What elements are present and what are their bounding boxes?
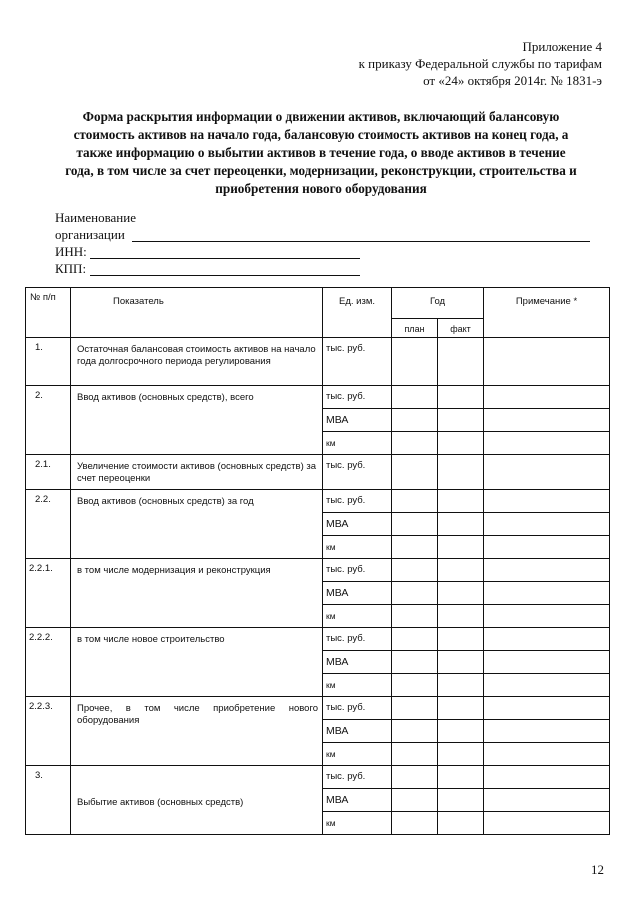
row-indicator: Увеличение стоимости активов (основных средств) за счет переоценки: [71, 455, 323, 490]
cell-plan[interactable]: [392, 674, 438, 697]
cell-plan[interactable]: [392, 605, 438, 628]
row-unit: МВА: [323, 582, 392, 605]
cell-note[interactable]: [484, 409, 610, 432]
row-unit: км: [323, 536, 392, 559]
row-unit: тыс. руб.: [323, 386, 392, 409]
row-indicator: Прочее, в том числе приобретение нового оборудования: [71, 697, 323, 766]
row-number: 3.: [26, 766, 71, 835]
cell-fact[interactable]: [438, 766, 484, 789]
table-row: [26, 386, 610, 409]
header-unit: Ед. изм.: [323, 288, 392, 338]
row-unit: км: [323, 674, 392, 697]
cell-note[interactable]: [484, 674, 610, 697]
cell-fact[interactable]: [438, 490, 484, 513]
cell-note[interactable]: [484, 720, 610, 743]
row-number: 2.2.3.: [26, 697, 71, 766]
cell-note[interactable]: [484, 432, 610, 455]
table-row: [26, 338, 610, 386]
cell-plan[interactable]: [392, 490, 438, 513]
row-indicator: Остаточная балансовая стоимость активов на начало года долгосрочного периода регулирования: [71, 338, 323, 386]
cell-plan[interactable]: [392, 582, 438, 605]
row-unit: тыс. руб.: [323, 559, 392, 582]
cell-fact[interactable]: [438, 536, 484, 559]
inn-line[interactable]: [90, 258, 360, 259]
cell-note[interactable]: [484, 582, 610, 605]
cell-plan[interactable]: [392, 513, 438, 536]
cell-fact[interactable]: [438, 455, 484, 490]
title-line-3: также информацию о выбытии активов в течение года, о вводе активов в течение: [76, 145, 566, 160]
cell-plan[interactable]: [392, 812, 438, 835]
cell-fact[interactable]: [438, 386, 484, 409]
row-unit: тыс. руб.: [323, 490, 392, 513]
cell-plan[interactable]: [392, 743, 438, 766]
cell-note[interactable]: [484, 513, 610, 536]
row-unit: тыс. руб.: [323, 628, 392, 651]
table-row: [26, 697, 610, 720]
cell-plan[interactable]: [392, 766, 438, 789]
header-indicator: Показатель: [71, 288, 323, 338]
table-row: [26, 628, 610, 651]
row-number: 1.: [26, 338, 71, 386]
appendix-line-3: от «24» октября 2014г. № 1831-э: [423, 73, 602, 88]
cell-plan[interactable]: [392, 651, 438, 674]
cell-fact[interactable]: [438, 559, 484, 582]
org-name-label-2: организации: [55, 227, 125, 242]
row-unit: МВА: [323, 409, 392, 432]
header-note: Примечание *: [484, 288, 610, 338]
cell-note[interactable]: [484, 455, 610, 490]
cell-fact[interactable]: [438, 720, 484, 743]
row-unit: км: [323, 812, 392, 835]
row-number: 2.1.: [26, 455, 71, 490]
cell-fact[interactable]: [438, 697, 484, 720]
row-unit: МВА: [323, 720, 392, 743]
title-line-5: приобретения нового оборудования: [215, 181, 427, 196]
cell-plan[interactable]: [392, 720, 438, 743]
cell-fact[interactable]: [438, 432, 484, 455]
kpp-line[interactable]: [90, 275, 360, 276]
cell-note[interactable]: [484, 490, 610, 513]
row-indicator: в том числе новое строительство: [71, 628, 323, 697]
cell-note[interactable]: [484, 386, 610, 409]
cell-plan[interactable]: [392, 789, 438, 812]
row-number: 2.2.2.: [26, 628, 71, 697]
header-fact: факт: [438, 319, 484, 338]
cell-fact[interactable]: [438, 513, 484, 536]
assets-table: [25, 287, 610, 835]
cell-plan[interactable]: [392, 432, 438, 455]
cell-fact[interactable]: [438, 743, 484, 766]
row-unit: тыс. руб.: [323, 455, 392, 490]
cell-plan[interactable]: [392, 409, 438, 432]
cell-plan[interactable]: [392, 338, 438, 386]
row-unit: тыс. руб.: [323, 338, 392, 386]
row-indicator: в том числе модернизация и реконструкция: [71, 559, 323, 628]
kpp-label: КПП:: [55, 261, 87, 276]
cell-plan[interactable]: [392, 536, 438, 559]
row-number: 2.2.1.: [26, 559, 71, 628]
cell-plan[interactable]: [392, 455, 438, 490]
cell-plan[interactable]: [392, 697, 438, 720]
cell-note[interactable]: [484, 766, 610, 789]
cell-note[interactable]: [484, 559, 610, 582]
cell-fact[interactable]: [438, 628, 484, 651]
appendix-line-2: к приказу Федеральной службы по тарифам: [358, 56, 602, 71]
appendix-header: [359, 38, 602, 89]
row-number: 2.: [26, 386, 71, 455]
row-unit: тыс. руб.: [323, 697, 392, 720]
row-indicator: Ввод активов (основных средств), всего: [71, 386, 323, 455]
row-indicator: Ввод активов (основных средств) за год: [71, 490, 323, 559]
cell-note[interactable]: [484, 628, 610, 651]
cell-plan[interactable]: [392, 628, 438, 651]
cell-fact[interactable]: [438, 605, 484, 628]
table-row: [26, 766, 610, 789]
cell-note[interactable]: [484, 743, 610, 766]
cell-fact[interactable]: [438, 409, 484, 432]
cell-note[interactable]: [484, 651, 610, 674]
header-num: № п/п: [26, 288, 71, 338]
title-line-2: стоимость активов на начало года, балансовую стоимость активов на конец года, а: [73, 127, 569, 142]
table-row: [26, 490, 610, 513]
cell-plan[interactable]: [392, 559, 438, 582]
cell-note[interactable]: [484, 536, 610, 559]
row-unit: тыс. руб.: [323, 766, 392, 789]
appendix-line-1: Приложение 4: [522, 39, 602, 54]
cell-fact[interactable]: [438, 812, 484, 835]
row-unit: МВА: [323, 789, 392, 812]
row-unit: км: [323, 743, 392, 766]
org-name-label-1: Наименование: [55, 210, 136, 225]
cell-fact[interactable]: [438, 338, 484, 386]
row-indicator: Выбытие активов (основных средств): [71, 766, 323, 835]
inn-label: ИНН:: [55, 244, 87, 259]
header-year: Год: [392, 288, 484, 319]
cell-note[interactable]: [484, 697, 610, 720]
title-line-1: Форма раскрытия информации о движении активов, включающий балансовую: [82, 109, 560, 124]
cell-fact[interactable]: [438, 789, 484, 812]
row-unit: км: [323, 605, 392, 628]
cell-fact[interactable]: [438, 651, 484, 674]
cell-note[interactable]: [484, 605, 610, 628]
row-unit: МВА: [323, 651, 392, 674]
table-row: [26, 455, 610, 490]
table-row: [26, 559, 610, 582]
cell-fact[interactable]: [438, 674, 484, 697]
page-number: 12: [591, 862, 604, 877]
cell-note[interactable]: [484, 789, 610, 812]
title-line-4: года, в том числе за счет переоценки, модернизации, реконструкции, строительства и: [65, 163, 577, 178]
cell-note[interactable]: [484, 338, 610, 386]
row-unit: км: [323, 432, 392, 455]
row-unit: МВА: [323, 513, 392, 536]
cell-note[interactable]: [484, 812, 610, 835]
header-plan: план: [392, 319, 438, 338]
cell-fact[interactable]: [438, 582, 484, 605]
form-title: [22, 108, 620, 198]
cell-plan[interactable]: [392, 386, 438, 409]
org-name-line[interactable]: [132, 241, 590, 242]
row-number: 2.2.: [26, 490, 71, 559]
